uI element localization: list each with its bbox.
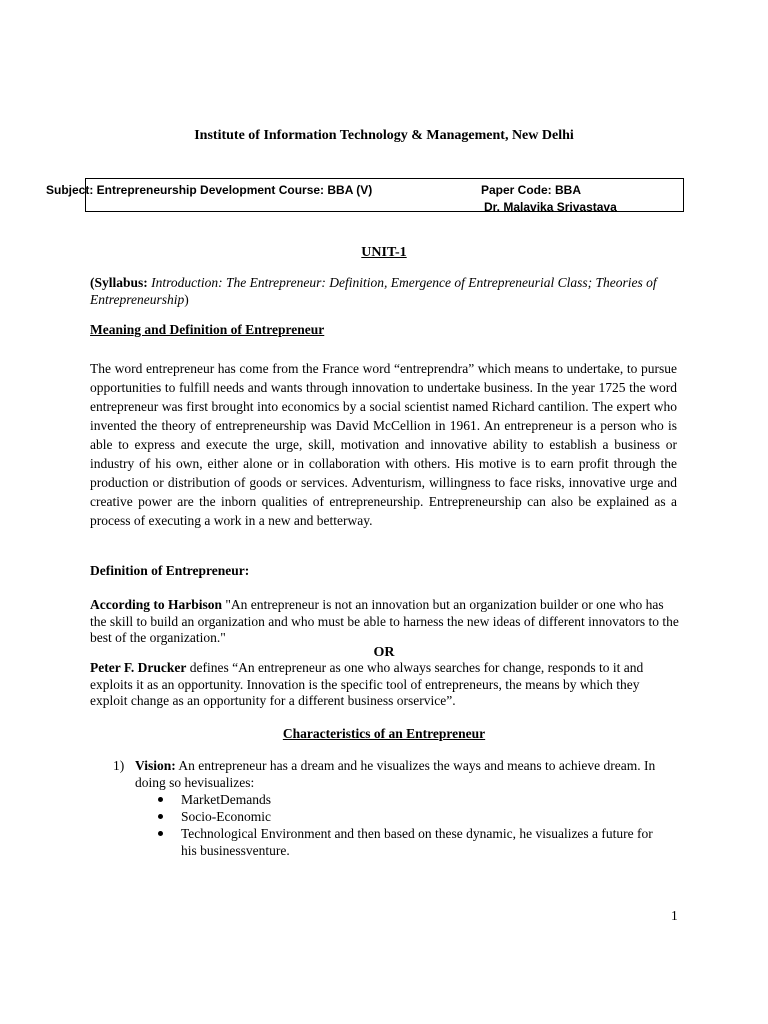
bullet-icon <box>158 831 163 836</box>
syllabus <box>90 274 680 308</box>
list-item <box>158 791 658 808</box>
characteristics-heading: Characteristics of an Entrepreneur <box>282 726 486 741</box>
vision-lead: Vision: <box>135 758 176 773</box>
harbison-text: "An entrepreneur is not an innovation but an organization builder or one who has the skill to build an organization and who must be able to harness the new ideas of different innovators to the best of the organization." <box>90 597 679 645</box>
or-separator: OR <box>373 645 395 660</box>
subject-line: Subject: Entrepreneurship Development Course: BBA (V) <box>46 183 373 197</box>
drucker-definition <box>90 660 680 710</box>
drucker-lead: Peter F. Drucker <box>90 660 187 675</box>
list-item-text: Socio-Economic <box>181 809 271 824</box>
bullet-icon <box>158 814 163 819</box>
syllabus-text: Introduction: The Entrepreneur: Definition, Emergence of Entrepreneurial Class; Theories of Entrepreneurship <box>90 275 657 307</box>
author-name: Dr. Malavika Srivastava <box>484 200 617 214</box>
vision-text: An entrepreneur has a dream and he visualizes the ways and means to achieve dream. In doing so hevisualizes: <box>135 758 656 790</box>
harbison-definition <box>90 597 680 647</box>
paper-code: Paper Code: BBA <box>481 183 582 197</box>
list-item-text: MarketDemands <box>181 792 271 807</box>
list-item-text: Technological Environment and then based on these dynamic, he visualizes a future for his businessventure. <box>181 826 653 858</box>
meaning-paragraph: The word entrepreneur has come from the France word “entreprendra” which means to undertake, to pursue opportunities to fulfill needs and wants through innovation to undertake business. In the year 1725 the word entrepreneur was first brought into economics by a social scientist named Richard cantilion. The expert who invented the theory of entrepreneurship was David McCellion in 1961. An entrepreneur is a person who is able to express and execute the urge, skill, motivation and innovative ability to establish a business or industry of his own, either alone or in collaboration with others. His motive is to earn profit through the production or distribution of goods or services. Adventurism, willingness to face risks, innovative urge and creative power are the inborn qualities of entrepreneurship. Entrepreneurship can also be explained as a process of executing a work in a new and betterway. <box>90 361 677 528</box>
drucker-text: defines “An entrepreneur as one who always searches for change, responds to it and exploits it as an opportunity. Innovation is the specific tool of entrepreneurs, the means by which they exploit change as an opportunity for a different business orservice”. <box>90 660 644 708</box>
syllabus-label: (Syllabus: <box>90 275 152 290</box>
meaning-heading: Meaning and Definition of Entrepreneur <box>90 322 325 337</box>
vision-bullet-list <box>158 791 658 859</box>
bullet-icon <box>158 797 163 802</box>
list-number: 1) <box>113 758 125 773</box>
syllabus-close: ) <box>184 292 189 307</box>
definition-heading: Definition of Entrepreneur: <box>90 563 250 578</box>
page-number: 1 <box>671 908 678 923</box>
harbison-lead: According to Harbison <box>90 597 223 612</box>
vision-text-block <box>135 758 665 791</box>
list-item <box>158 808 658 825</box>
list-item <box>158 825 658 859</box>
unit-title: UNIT-1 <box>361 245 407 260</box>
institute-title: Institute of Information Technology & Management, New Delhi <box>194 128 574 143</box>
